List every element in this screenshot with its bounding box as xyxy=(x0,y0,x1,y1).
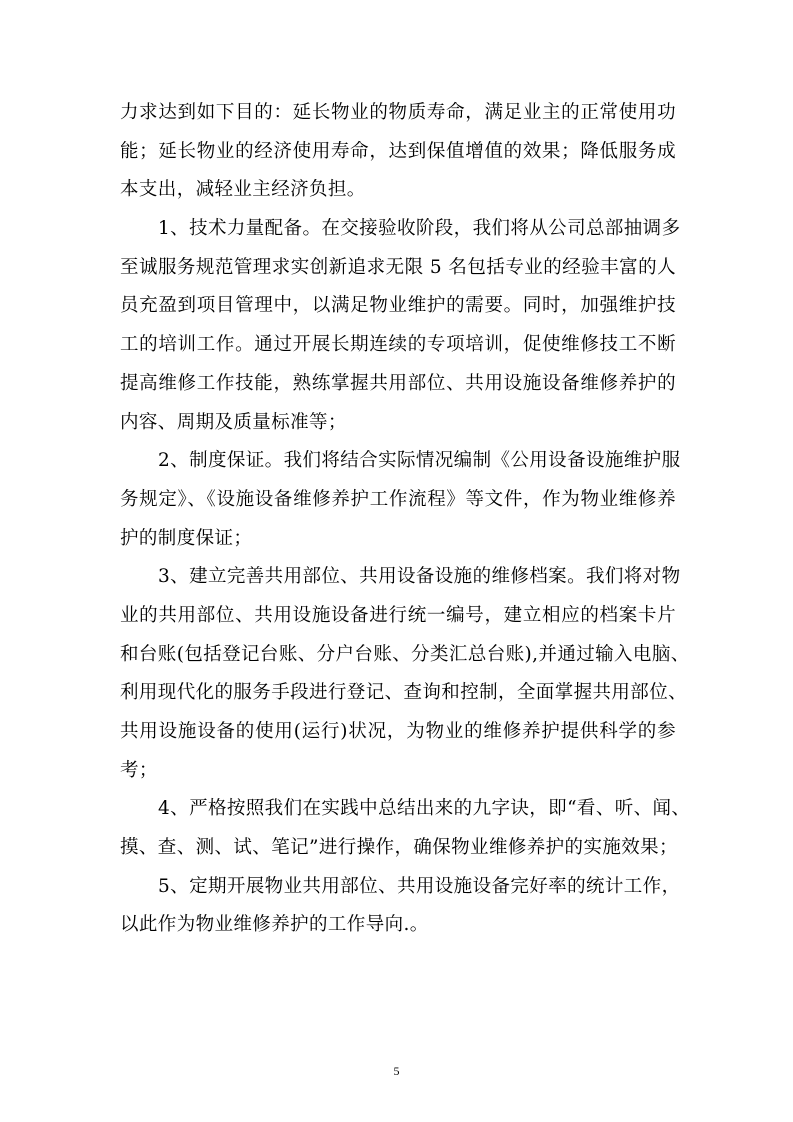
text-line: 内容、周期及质量标准等； xyxy=(120,411,347,433)
text-line: 以此作为物业维修养护的工作导向.。 xyxy=(120,914,429,936)
text-line: 摸、查、测、试、笔记”进行操作，确保物业维修养护的实施效果； xyxy=(120,837,678,859)
text-line: 3、建立完善共用部位、共用设备设施的维修档案。我们将对物 xyxy=(158,566,681,588)
text-line: 提高维修工作技能，熟练掌握共用部位、共用设施设备维修养护的 xyxy=(120,372,676,394)
paragraph-item-3 xyxy=(120,558,690,790)
text-line: 5、定期开展物业共用部位、共用设施设备完好率的统计工作， xyxy=(158,875,681,897)
text-line: 业的共用部位、共用设施设备进行统一编号，建立相应的档案卡片 xyxy=(120,604,676,626)
text-line: 员充盈到项目管理中，以满足物业维护的需要。同时，加强维护技 xyxy=(120,295,676,317)
text-line: 护的制度保证； xyxy=(120,527,253,549)
text-line: 至诚服务规范管理求实创新追求无限 5 名包括专业的经验丰富的人 xyxy=(120,256,676,278)
paragraph-item-4 xyxy=(120,790,691,867)
text-line: 1、技术力量配备。在交接验收阶段，我们将从公司总部抽调多 xyxy=(158,218,681,240)
text-line: 本支出，减轻业主经济负担。 xyxy=(120,179,366,201)
document-body xyxy=(120,94,691,945)
text-line: 共用设施设备的使用(运行)状况，为物业的维修养护提供科学的参 xyxy=(120,721,676,742)
text-line: 利用现代化的服务手段进行登记、查询和控制，全面掌握共用部位、 xyxy=(120,682,688,704)
text-line: 2、制度保证。我们将结合实际情况编制《公用设备设施维护服 xyxy=(158,450,681,472)
page-number: 5 xyxy=(393,1064,400,1078)
paragraph-item-5 xyxy=(120,868,681,945)
text-line: 4、严格按照我们在实践中总结出来的九字诀，即“看、听、闻、 xyxy=(158,798,691,820)
text-line: 务规定》、《设施设备维修养护工作流程》等文件，作为物业维修养 xyxy=(120,488,676,510)
text-line: 力求达到如下目的：延长物业的物质寿命，满足业主的正常使用功 xyxy=(120,102,676,123)
paragraph-item-1 xyxy=(120,210,681,442)
text-line: 和台账(包括登记台账、分户台账、分类汇总台账),并通过输入电脑、 xyxy=(120,643,690,665)
text-line: 工的培训工作。通过开展长期连续的专项培训，促使维修技工不断 xyxy=(120,334,676,356)
paragraph-intro xyxy=(120,94,676,210)
text-line: 考； xyxy=(120,759,158,781)
paragraph-item-2 xyxy=(120,442,681,558)
text-line: 能；延长物业的经济使用寿命，达到保值增值的效果；降低服务成 xyxy=(120,140,676,162)
